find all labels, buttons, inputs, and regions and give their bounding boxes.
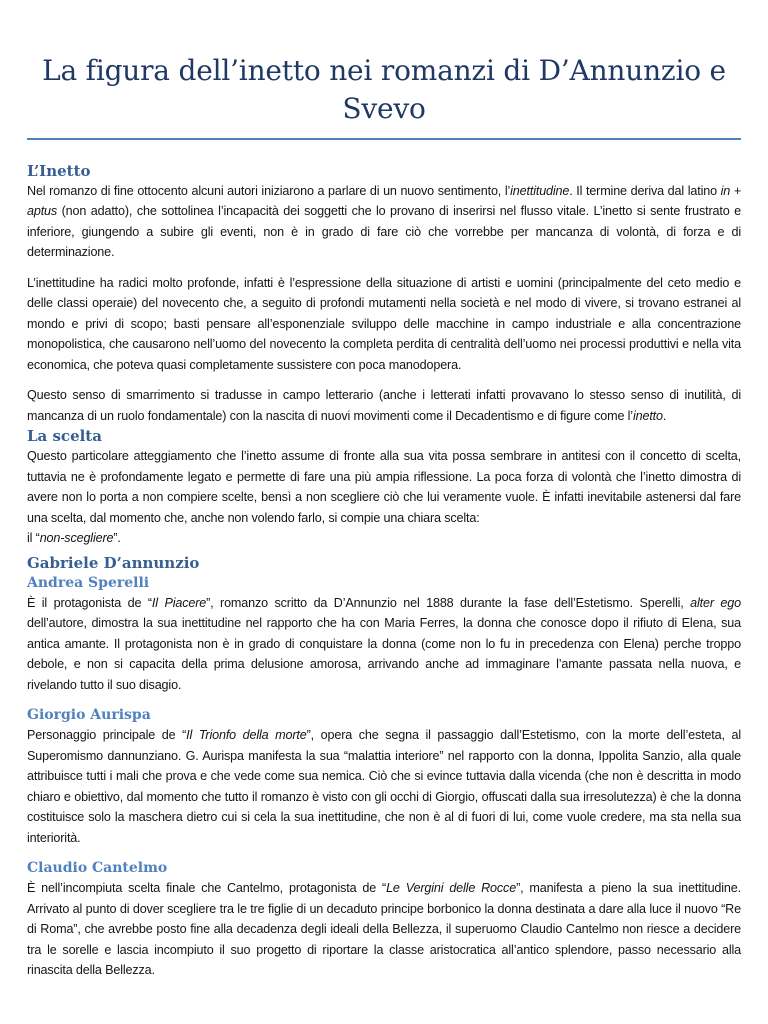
paragraph-aurispa: Personaggio principale de “Il Trionfo della morte”, opera che segna il passaggio dall’Estetismo, con la morte dell’esteta, al Superomismo dannunziano. G. Aurispa manifesta la sua “malattia interiore” nel rapporto con la donna, Ippolita Sanzio, alla quale attribuisce tutti i mali che prova e che vede come sua nemica. Ciò che si evince tuttavia dalla vicenda (che non è descritta in modo chiaro e obiettivo, dal momento che tutto il romanzo è visto con gli occhi di Giorgio, offuscati dalla sua irresolutezza) è che la donna costituisce solo la maschera dietro cui si cela la sua inettitudine, che non è al di fuori di lui, come vuole credere, ma sta nella sua interiorità.: [27, 728, 741, 845]
subheading-aurispa: Giorgio Aurispa: [27, 707, 151, 723]
paragraph-sperelli: È il protagonista de “Il Piacere”, romanzo scritto da D’Annunzio nel 1888 durante la fase dell’Estetismo. Sperelli, alter ego dell’autore, dimostra la sua inettitudine nel rapporto che ha con Maria Ferres, la donna che conosce dopo il rifiuto di Elena, sua antica amante. Il protagonista non è in grado di conquistare la donna (come non lo fu in precedenza con Elena) perche troppo debole, e non si capacita della prima delusione amorosa, arrivando anche ad immaginare l’amante passata nella nuova, e rivelando tutto il suo disagio.: [27, 595, 741, 692]
subheading-cantelmo: Claudio Cantelmo: [27, 860, 168, 876]
paragraph-inetto-1: Nel romanzo di fine ottocento alcuni autori iniziarono a parlare di un nuovo sentimento, l’inettitudine. Il termine deriva dal latino in + aptus (non adatto), che sottolinea l’incapacità dei soggetti che lo provano di inserirsi nel flusso vitale. L’inetto si sente frustrato e inferiore, giungendo a subire gli eventi, non è in grado di fare ciò che vorrebbe per mancanza di volontà, di forza e di determinazione.: [27, 183, 741, 259]
paragraph-inetto-3: Questo senso di smarrimento si tradusse in campo letterario (anche i letterati infatti provavano lo stesso senso di inutilità, di mancanza di un ruolo fondamentale) con la nascita di nuovi movimenti come il Decadentismo e di figure come l’inetto.: [27, 388, 741, 423]
section-heading-scelta: La scelta: [27, 427, 102, 445]
section-heading-inetto: L’Inetto: [27, 161, 91, 180]
paragraph-scelta-2: il “non-scegliere”.: [27, 531, 121, 545]
subheading-sperelli: Andrea Sperelli: [27, 574, 150, 591]
paragraph-cantelmo: È nell’incompiuta scelta finale che Cantelmo, protagonista de “Le Vergini delle Rocce”, manifesta a pieno la sua inettitudine. Arrivato al punto di dover scegliere tra le tre figlie di un decaduto principe borbonico la donna destinata a dare alla luce il nuovo “Re di Roma”, che avrebbe posto fine alla decadenza degli ideali della Bellezza, il superuomo Claudio Cantelmo non riesce a decidere tra le sorelle e lascia incompiuto il suo progetto di riportare la classe aristocratica all’antico splendore, passo necessario alla rinascita della Bellezza.: [27, 881, 741, 977]
paragraph-inetto-2: L’inettitudine ha radici molto profonde, infatti è l’espressione della situazione di artisti e uomini (principalmente del ceto medio e delle classi operaie) del novecento che, a seguito di profondi mutamenti nella società e nel modo di vivere, si trovano estranei al mondo e privi di scopo; basti pensare all’esponenziale sviluppo delle macchine in campo industriale e alla concentrazione monopolistica, che causarono nell’uomo del novecento la completa perdita di centralità dell’uomo nei processi produttivi e nella vita economica, che poteva quasi completamente sussistere con poca manodopera.: [27, 275, 741, 372]
paragraph-scelta-1: Questo particolare atteggiamento che l’inetto assume di fronte alla sua vita possa sembrare in antitesi con il concetto di scelta, tuttavia ne è profondamente legato e permette di fare una più ampia riflessione. La poca forza di volontà che l’inetto dimostra di avere non lo porta a non compiere scelte, bensì a non scegliere ciò che lui veramente vuole. È infatti inevitabile astenersi dal fare una scelta, dal momento che, anche non volendo farlo, si compie una chiara scelta:: [27, 449, 741, 525]
document-title: La figura dell’inetto nei romanzi di D’Annunzio e Svevo: [42, 54, 726, 125]
section-heading-dannunzio: Gabriele D’annunzio: [27, 553, 200, 572]
